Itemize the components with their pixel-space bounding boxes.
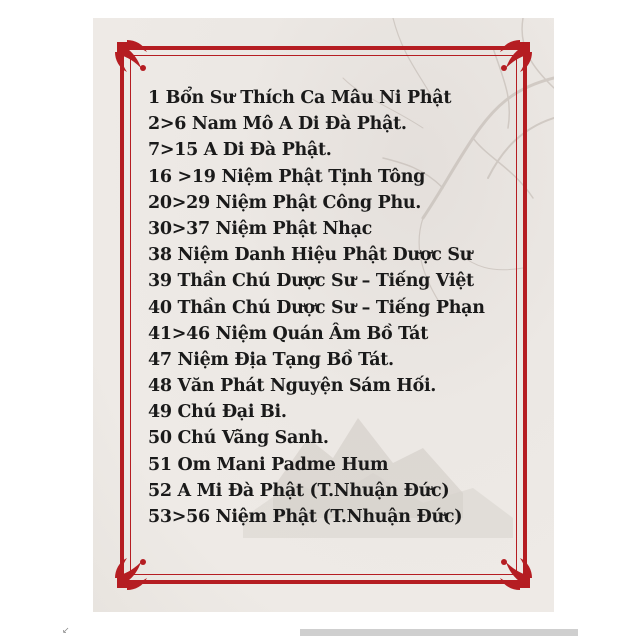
list-item: 2>6 Nam Mô A Di Đà Phật. [148, 114, 407, 135]
list-item: 49 Chú Đại Bi. [148, 402, 287, 423]
corner-ornament-bottom-left [113, 544, 161, 592]
list-item: 38 Niệm Danh Hiệu Phật Dược Sư [148, 245, 473, 266]
scrollbar-strip[interactable] [300, 629, 578, 636]
list-item: 7>15 A Di Đà Phật. [148, 140, 332, 161]
list-item: 1 Bổn Sư Thích Ca Mâu Ni Phật [148, 88, 452, 108]
track-list-card [93, 18, 554, 612]
list-item: 16 >19 Niệm Phật Tịnh Tông [148, 166, 426, 187]
corner-ornament-bottom-right [486, 544, 534, 592]
corner-ornament-top-left [113, 38, 161, 86]
list-item: 30>37 Niệm Phật Nhạc [148, 218, 372, 239]
cursor-icon: ↙ [62, 626, 70, 636]
list-item: 47 Niệm Địa Tạng Bồ Tát. [148, 349, 394, 370]
list-item: 40 Thần Chú Dược Sư – Tiếng Phạn [148, 297, 485, 318]
corner-ornament-top-right [486, 38, 534, 86]
track-list [148, 85, 538, 530]
list-item: 39 Thần Chú Dược Sư – Tiếng Việt [148, 271, 474, 292]
list-item: 20>29 Niệm Phật Công Phu. [148, 192, 422, 213]
list-item: 41>46 Niệm Quán Âm Bồ Tát [148, 323, 428, 344]
list-item: 52 A Mi Đà Phật (T.Nhuận Đức) [148, 480, 450, 501]
list-item: 50 Chú Vãng Sanh. [148, 428, 329, 449]
list-item: 51 Om Mani Padme Hum [148, 454, 389, 475]
list-item: 53>56 Niệm Phật (T.Nhuận Đức) [148, 507, 463, 527]
list-item: 48 Văn Phát Nguyện Sám Hối. [148, 376, 437, 397]
